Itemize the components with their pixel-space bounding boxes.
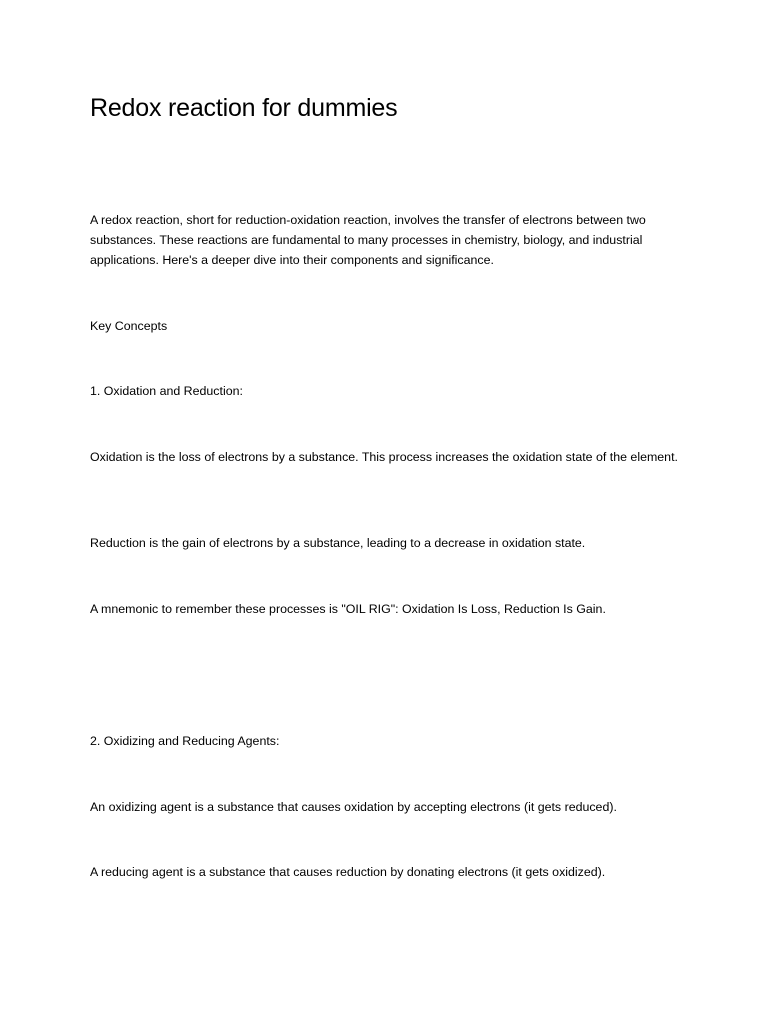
section-2-heading: 2. Oxidizing and Reducing Agents: bbox=[90, 734, 280, 748]
document-title: Redox reaction for dummies bbox=[90, 94, 398, 122]
reducing-agent-paragraph: A reducing agent is a substance that causes reduction by donating electrons (it gets oxidized). bbox=[90, 865, 606, 879]
section-1-heading: 1. Oxidation and Reduction: bbox=[90, 384, 243, 398]
oxidizing-agent-paragraph: An oxidizing agent is a substance that causes oxidation by accepting electrons (it gets reduced). bbox=[90, 800, 617, 814]
reduction-paragraph: Reduction is the gain of electrons by a substance, leading to a decrease in oxidation state. bbox=[90, 536, 586, 550]
intro-paragraph: A redox reaction, short for reduction-oxidation reaction, involves the transfer of electrons between two substances. These reactions are fundamental to many processes in chemistry, biology, and industrial applications. Here's a deeper dive into their components and significance. bbox=[90, 213, 646, 267]
mnemonic-paragraph: A mnemonic to remember these processes is "OIL RIG": Oxidation Is Loss, Reduction Is Gain. bbox=[90, 602, 606, 616]
key-concepts-heading: Key Concepts bbox=[90, 319, 168, 333]
oxidation-paragraph: Oxidation is the loss of electrons by a substance. This process increases the oxidation state of the element. bbox=[90, 450, 678, 464]
